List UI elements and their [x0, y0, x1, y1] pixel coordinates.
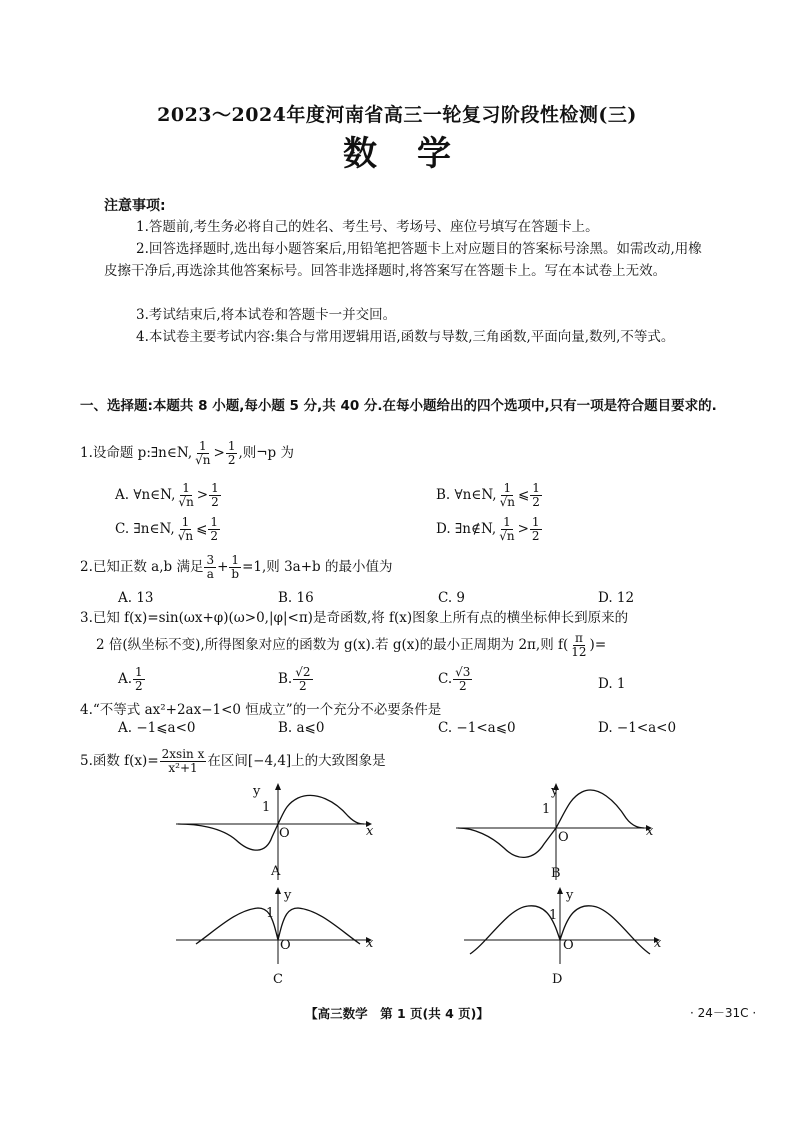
q1-frac-b: $\frac{1}{2}$: [227, 439, 236, 467]
q2-option-d: D. 12: [598, 590, 635, 606]
q3-option-c: C. $\frac{√3}{2}$: [438, 665, 471, 693]
q3-option-a: A. $\frac{1}{2}$: [118, 665, 143, 693]
graph-d-y-tick: 1: [549, 908, 558, 923]
graph-b-y-tick: 1: [542, 802, 551, 817]
notice-item-3: 3.考试结束后,将本试卷和答题卡一并交回。: [136, 307, 397, 323]
graph-a-label: A: [271, 864, 281, 879]
notice-heading: 注意事项:: [104, 198, 166, 214]
graph-b-x-axis-label: x: [646, 824, 654, 839]
q2-option-c: C. 9: [438, 590, 466, 606]
question-5: 5.函数 f(x)= $\frac{\text{2xsin x}}{\text{x²+1}}$ 在区间[−4,4]上的大致图象是: [80, 747, 386, 775]
subject-title: 数学: [343, 134, 491, 174]
q1-frac-a: $\frac{1}{√n}$: [195, 439, 211, 467]
exam-code: · 24－31C ·: [690, 1006, 757, 1020]
graph-c-y-axis-label: y: [284, 888, 292, 903]
exam-title: 2023～2024年度河南省高三一轮复习阶段性检测(三): [157, 104, 637, 126]
graph-d-y-axis-label: y: [566, 888, 574, 903]
q1-stem-pre: 1.设命题 p:∃n∈N,: [80, 445, 193, 461]
q3-option-b: B. $\frac{√2}{2}$: [278, 665, 311, 693]
graph-b-label: B: [551, 866, 561, 881]
graph-c-label: C: [273, 972, 283, 987]
notice-item-1: 1.答题前,考生务必将自己的姓名、考生号、考场号、座位号填写在答题卡上。: [136, 219, 599, 235]
graph-c: [176, 886, 376, 966]
q1-stem-post: ,则¬p 为: [238, 445, 294, 461]
question-3-line-1: 3.已知 f(x)=sin(ωx+φ)(ω>0,|φ|<π)是奇函数,将 f(x)图象上所有点的横坐标伸长到原来的: [80, 610, 629, 626]
q4-option-c: C. −1<a⩽0: [438, 720, 516, 736]
notice-item-4: 4.本试卷主要考试内容:集合与常用逻辑用语,函数与导数,三角函数,平面向量,数列,不等式。: [136, 329, 675, 345]
q1-option-a: A. ∀n∈N, $\frac{1}{√n}$ > $\frac{1}{2}$: [115, 481, 219, 509]
question-4: 4.“不等式 ax²+2ax−1<0 恒成立”的一个充分不必要条件是: [80, 702, 442, 718]
q1-option-d: D. ∃n∉N, $\frac{1}{√n}$ > $\frac{1}{2}$: [436, 515, 540, 543]
graph-a-y-axis-label: y: [253, 784, 261, 799]
graph-d-origin: O: [563, 938, 574, 953]
graph-c-x-axis-label: x: [366, 936, 374, 951]
graph-c-origin: O: [280, 938, 291, 953]
graph-d-x-axis-label: x: [654, 936, 662, 951]
notice-item-2: 2.回答选择题时,选出每小题答案后,用铅笔把答题卡上对应题目的答案标号涂黑。如需改动,用橡皮擦干净后,再选涂其他答案标号。回答非选择题时,将答案写在答题卡上。写在本试卷上无效。: [104, 241, 702, 279]
q1-option-c: C. ∃n∈N, $\frac{1}{√n}$ ⩽ $\frac{1}{2}$: [115, 515, 219, 543]
graph-b-origin: O: [558, 830, 569, 845]
graph-d-label: D: [552, 972, 563, 987]
graph-d: [464, 886, 664, 966]
graph-b-y-axis-label: y: [551, 784, 559, 799]
q4-option-a: A. −1⩽a<0: [118, 720, 196, 736]
graph-a-x-axis-label: x: [366, 824, 374, 839]
q1-option-b: B. ∀n∈N, $\frac{1}{√n}$ ⩽ $\frac{1}{2}$: [436, 481, 540, 509]
q4-option-d: D. −1<a<0: [598, 720, 677, 736]
q2-option-b: B. 16: [278, 590, 314, 606]
q3-option-d: D. 1: [598, 676, 626, 692]
q2-option-a: A. 13: [118, 590, 154, 606]
section-heading: 一、选择题:本题共 8 小题,每小题 5 分,共 40 分.在每小题给出的四个选项中,只有一项是符合题目要求的.: [80, 398, 717, 414]
graph-a-origin: O: [279, 826, 290, 841]
graph-c-y-tick: 1: [266, 906, 275, 921]
graph-a-y-tick: 1: [262, 800, 271, 815]
q4-option-b: B. a⩽0: [278, 720, 325, 736]
page-footer: 【高三数学 第 1 页(共 4 页)】: [305, 1006, 489, 1021]
question-2: 2.已知正数 a,b 满足 $\frac{3}{a}$ + $\frac{1}{b}$ =1,则 3a+b 的最小值为: [80, 553, 393, 581]
question-1: 1.设命题 p:∃n∈N, $\frac{1}{√n}$ > $\frac{1}{2}$ ,则¬p 为: [80, 439, 294, 467]
question-3-line-2: 2 倍(纵坐标不变),所得图象对应的函数为 g(x).若 g(x)的最小正周期为 2π,则 f( $\frac{\pi}{12}$ )=: [96, 631, 607, 659]
